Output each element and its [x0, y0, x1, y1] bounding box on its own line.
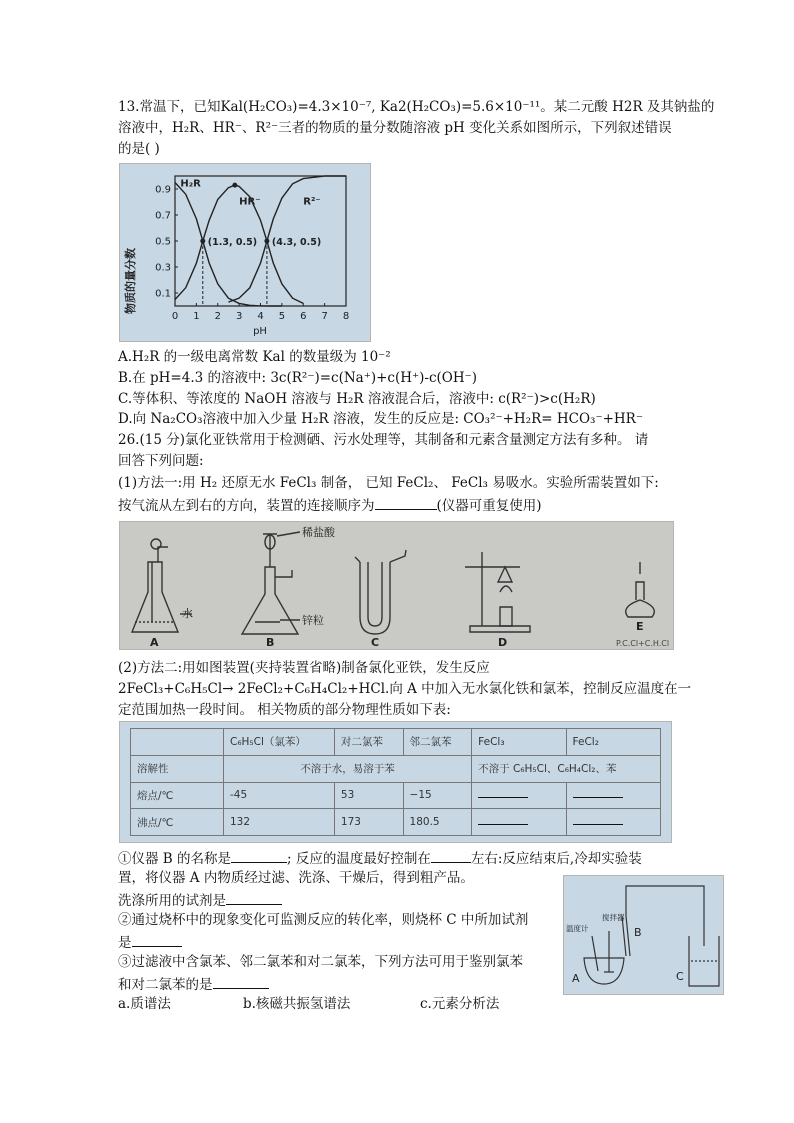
q26-sub1-line2: 置，将仪器 A 内物质经过滤、洗涤、干燥后，得到粗产品。 — [118, 870, 474, 886]
x-tick-label: 5 — [278, 311, 286, 322]
marked-point — [232, 183, 237, 188]
q26-method1-line2 — [118, 495, 542, 516]
series-label-0: H₂R — [180, 178, 201, 190]
q26-method1-note: (仪器可重复使用) — [436, 498, 542, 514]
x-tick-label: 4 — [257, 311, 264, 322]
condenser-b-icon — [622, 916, 630, 956]
label-stirrer: 搅拌器 — [602, 913, 625, 922]
reaction-apparatus-photo — [563, 875, 724, 995]
label-a: A — [150, 636, 159, 649]
q13-option-a: A.H₂R 的一级电离常数 Kal 的数量级为 10⁻² — [118, 349, 391, 365]
speciation-chart-svg — [120, 164, 370, 341]
label-d: D — [498, 636, 508, 649]
table-header-row — [131, 729, 661, 756]
q13-stem-line2: 溶液中，H₂R、HR⁻、R²⁻三者的物质的量分数随溶液 pH 变化关系如图所示，下列叙述错误 — [118, 120, 672, 136]
q13-option-c: C.等体积、等浓度的 NaOH 溶液与 H₂R 溶液混合后，溶液中: c(R²⁻)>c(H₂R) — [118, 391, 596, 407]
label-b: B — [266, 636, 275, 649]
x-tick-label: 3 — [235, 311, 243, 322]
header-chlorobenzene: C₆H₅Cl（氯苯） — [224, 729, 335, 756]
choice-b: b.核磁共振氢谱法 — [243, 996, 351, 1012]
x-tick-label: 1 — [193, 311, 200, 322]
q13-option-b: B.在 pH=4.3 的溶液中: 3c(R²⁻)=c(Na⁺)+c(H⁺)-c(OH⁻) — [118, 370, 478, 386]
q13-option-d: D.向 Na₂CO₃溶液中加入少量 H₂R 溶液，发生的反应是: CO₃²⁻+H₂R= HCO₃⁻+HR⁻ — [118, 411, 643, 427]
point-annotation: (4.3, 0.5) — [271, 237, 322, 248]
thermometer-icon — [592, 936, 598, 971]
header-fecl2: FeCl₂ — [566, 729, 660, 756]
lamp-e-icon — [626, 600, 655, 617]
q26-sub2-line1: ②通过烧杯中的现象变化可监测反应的转化率，则烧杯 C 中所加试剂 — [118, 912, 529, 928]
x-tick-label: 2 — [214, 311, 221, 322]
x-tick-label: 6 — [300, 311, 307, 322]
label-zinc: 锌粒 — [302, 614, 324, 627]
apparatus-svg — [120, 522, 673, 649]
speciation-chart — [119, 163, 371, 342]
answer-blank-wash-reagent[interactable] — [226, 890, 282, 905]
answer-blank-order[interactable] — [375, 495, 437, 510]
properties-table — [119, 721, 672, 843]
choice-c: c.元素分析法 — [420, 996, 500, 1012]
answer-blank-beaker-reagent[interactable] — [132, 932, 182, 947]
y-axis-label: 物质的量分数 — [124, 248, 137, 314]
table-row-boiling: 沸点/℃ 132 173 180.5 — [131, 809, 661, 836]
point-annotation: (1.3, 0.5) — [207, 237, 258, 248]
table-row-melting: 熔点/℃ -45 53 −15 — [131, 782, 661, 809]
q26-sub1-line1: ①仪器 B 的名称是 ; 反应的温度最好控制在 左右:反应结束后,冷却实验装 — [118, 848, 642, 869]
series-label-2: R²⁻ — [303, 196, 321, 208]
q13-stem-line3: 的是( ) — [118, 141, 160, 157]
stirrer-icon — [604, 931, 614, 972]
y-tick-label: 0.7 — [155, 210, 171, 222]
apparatus-photo — [119, 521, 674, 650]
label-c: C — [676, 970, 684, 983]
series-label-1: HR⁻ — [239, 196, 261, 208]
q26-sub2-line2: 是 — [118, 932, 182, 953]
u-tube-c-icon — [360, 562, 390, 634]
reaction-apparatus-svg — [564, 876, 723, 994]
y-tick-label: 0.5 — [155, 236, 171, 248]
label-c: C — [371, 636, 380, 649]
q26-method2-line3: 定范围加热一段时间。 相关物质的部分物理性质如下表: — [118, 702, 451, 718]
q26-stem-line2: 回答下列问题: — [118, 453, 204, 469]
y-tick-label: 0.9 — [155, 184, 171, 196]
label-water: 水 — [182, 607, 193, 620]
x-tick-label: 7 — [321, 311, 328, 322]
q26-method1-line1: (1)方法一:用 H₂ 还原无水 FeCl₃ 制备， 已知 FeCl₂、 FeCl₃ 易吸水。实验所需装置如下: — [118, 475, 659, 491]
label-b: B — [634, 926, 642, 939]
y-tick-label: 0.3 — [155, 262, 171, 274]
header-o-dichlorobenzene: 邻二氯苯 — [403, 729, 472, 756]
flask-a-icon — [584, 958, 624, 984]
answer-blank-temperature[interactable] — [431, 848, 471, 863]
q26-method2-line2: 2FeCl₃+C₆H₅Cl→ 2FeCl₂+C₆H₄Cl₂+HCl.向 A 中加入无水氯化铁和氯苯，控制反应温度在一 — [118, 681, 692, 697]
label-cutoff: P.C.Cl+C.H.Cl — [616, 639, 670, 648]
q26-method2-line1: (2)方法二:用如图装置(夹持装置省略)制备氯化亚铁，发生反应 — [118, 660, 490, 676]
x-axis-label: pH — [253, 326, 267, 337]
choice-a: a.质谱法 — [118, 996, 171, 1012]
x-tick-label: 8 — [342, 311, 350, 322]
answer-blank-instrument[interactable] — [231, 848, 287, 863]
q26-sub3-line2: 和对二氯苯的是 — [118, 974, 269, 995]
properties-grid — [130, 728, 661, 836]
y-tick-label: 0.1 — [155, 288, 171, 300]
label-e: E — [636, 620, 644, 633]
label-dilute-hcl: 稀盐酸 — [302, 526, 335, 539]
header-fecl3: FeCl₃ — [472, 729, 566, 756]
answer-blank-method[interactable] — [213, 974, 269, 989]
q26-sub3-line1: ③过滤液中含氯苯、邻二氯苯和对二氯苯，下列方法可用于鉴别氯苯 — [118, 954, 523, 970]
label-a: A — [572, 972, 580, 985]
x-tick-label: 0 — [171, 311, 179, 322]
header-p-dichlorobenzene: 对二氯苯 — [334, 729, 403, 756]
q26-method1-prompt: 按气流从左到右的方向，装置的连接顺序为 — [118, 498, 375, 514]
q26-sub1-line3: 洗涤所用的试剂是 — [118, 890, 282, 911]
q13-stem-line1: 13.常温下，已知Kal(H₂CO₃)=4.3×10⁻⁷, Ka2(H₂CO₃)=5.6×10⁻¹¹。某二元酸 H2R 及其钠盐的 — [118, 99, 715, 115]
label-thermometer: 温度计 — [566, 924, 589, 933]
table-row-solubility: 溶解性 不溶于水，易溶于苯 不溶于 C₆H₅Cl、C₆H₄Cl₂、苯 — [131, 755, 661, 782]
q26-stem-line1: 26.(15 分)氯化亚铁常用于检测硒、污水处理等，其制备和元素含量测定方法有多种。 请 — [118, 432, 649, 448]
